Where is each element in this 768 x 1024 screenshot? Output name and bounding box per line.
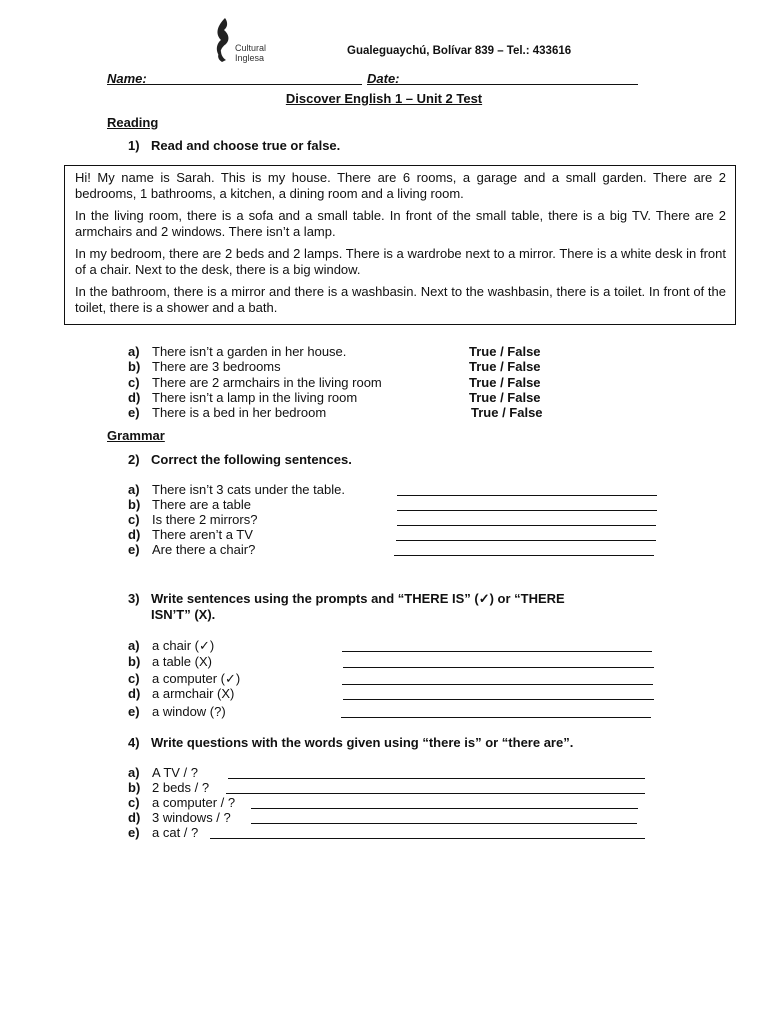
true-false-item: e) There is a bed in her bedroom True / False	[128, 405, 543, 420]
school-logo	[211, 18, 291, 66]
prompt-item: b) a table (X)	[0, 654, 768, 669]
true-false-choice[interactable]: True / False	[469, 344, 541, 359]
date-field-line[interactable]	[367, 84, 638, 85]
question-1-heading: 1) Read and choose true or false.	[128, 138, 341, 153]
answer-line[interactable]	[342, 651, 652, 652]
answer-line[interactable]	[397, 525, 656, 526]
question-2-heading: 2) Correct the following sentences.	[128, 452, 352, 467]
name-field-line[interactable]	[107, 84, 362, 85]
correction-item: e) Are there a chair?	[0, 542, 768, 557]
answer-line[interactable]	[210, 838, 645, 839]
true-false-item: a) There isn’t a garden in her house. True / False	[128, 344, 541, 359]
answer-line[interactable]	[251, 823, 637, 824]
correction-item: a) There isn’t 3 cats under the table.	[0, 482, 768, 497]
true-false-item: b) There are 3 bedrooms True / False	[128, 359, 541, 374]
test-title: Discover English 1 – Unit 2 Test	[285, 91, 483, 106]
school-address: Gualeguaychú, Bolívar 839 – Tel.: 433616	[347, 45, 572, 57]
answer-line[interactable]	[228, 778, 645, 779]
name-label: Name:	[107, 71, 147, 86]
reading-section-label: Reading	[107, 115, 159, 130]
date-label: Date:	[367, 71, 400, 86]
passage-paragraph: Hi! My name is Sarah. This is my house. There are 6 rooms, a garage and a small garden. There are 2 bedrooms, 1 bathrooms, a kitchen, a dining room and a living room.	[75, 170, 726, 201]
prompt-item: d) a armchair (X)	[0, 686, 768, 701]
answer-line[interactable]	[394, 555, 654, 556]
answer-line[interactable]	[397, 495, 657, 496]
logo-text: Cultural Inglesa	[235, 43, 267, 63]
prompt-item: c) a computer (✓)	[0, 671, 768, 686]
correction-item: d) There aren’t a TV	[0, 527, 768, 542]
true-false-item: c) There are 2 armchairs in the living room True / False	[128, 375, 541, 390]
true-false-item: d) There isn’t a lamp in the living room True / False	[128, 390, 541, 405]
passage-paragraph: In the bathroom, there is a mirror and there is a washbasin. Next to the washbasin, there is a toilet. In front of the toilet, there is a shower and a bath.	[75, 284, 726, 315]
question-3-heading: 3) Write sentences using the prompts and “THERE IS” (✓) or “THERE ISN’T” (X).	[128, 591, 565, 622]
answer-line[interactable]	[226, 793, 645, 794]
prompt-item: e) a window (?)	[0, 704, 768, 719]
passage-paragraph: In the living room, there is a sofa and a small table. In front of the small table, there is a big TV. There are 2 armchairs and 2 windows. There isn’t a lamp.	[75, 208, 726, 239]
answer-line[interactable]	[343, 699, 654, 700]
answer-line[interactable]	[396, 540, 656, 541]
answer-line[interactable]	[251, 808, 638, 809]
question-prompt-item: d) 3 windows / ?	[0, 810, 768, 825]
correction-item: b) There are a table	[0, 497, 768, 512]
answer-line[interactable]	[397, 510, 657, 511]
true-false-choice[interactable]: True / False	[469, 359, 541, 374]
question-prompt-item: e) a cat / ?	[0, 825, 768, 840]
question-prompt-item: a) A TV / ?	[0, 765, 768, 780]
answer-line[interactable]	[341, 717, 651, 718]
reading-passage-box	[64, 165, 736, 325]
correction-item: c) Is there 2 mirrors?	[0, 512, 768, 527]
question-prompt-item: b) 2 beds / ?	[0, 780, 768, 795]
true-false-choice[interactable]: True / False	[471, 405, 543, 420]
true-false-choice[interactable]: True / False	[469, 375, 541, 390]
flame-icon	[213, 18, 233, 64]
passage-paragraph: In my bedroom, there are 2 beds and 2 lamps. There is a wardrobe next to a mirror. There is a white desk in front of a chair. Next to the desk, there is a big window.	[75, 246, 726, 277]
question-4-heading: 4) Write questions with the words given using “there is” or “there are”.	[128, 735, 574, 750]
grammar-section-label: Grammar	[107, 428, 165, 443]
answer-line[interactable]	[342, 684, 653, 685]
question-prompt-item: c) a computer / ?	[0, 795, 768, 810]
answer-line[interactable]	[343, 667, 654, 668]
true-false-choice[interactable]: True / False	[469, 390, 541, 405]
prompt-item: a) a chair (✓)	[0, 638, 768, 653]
